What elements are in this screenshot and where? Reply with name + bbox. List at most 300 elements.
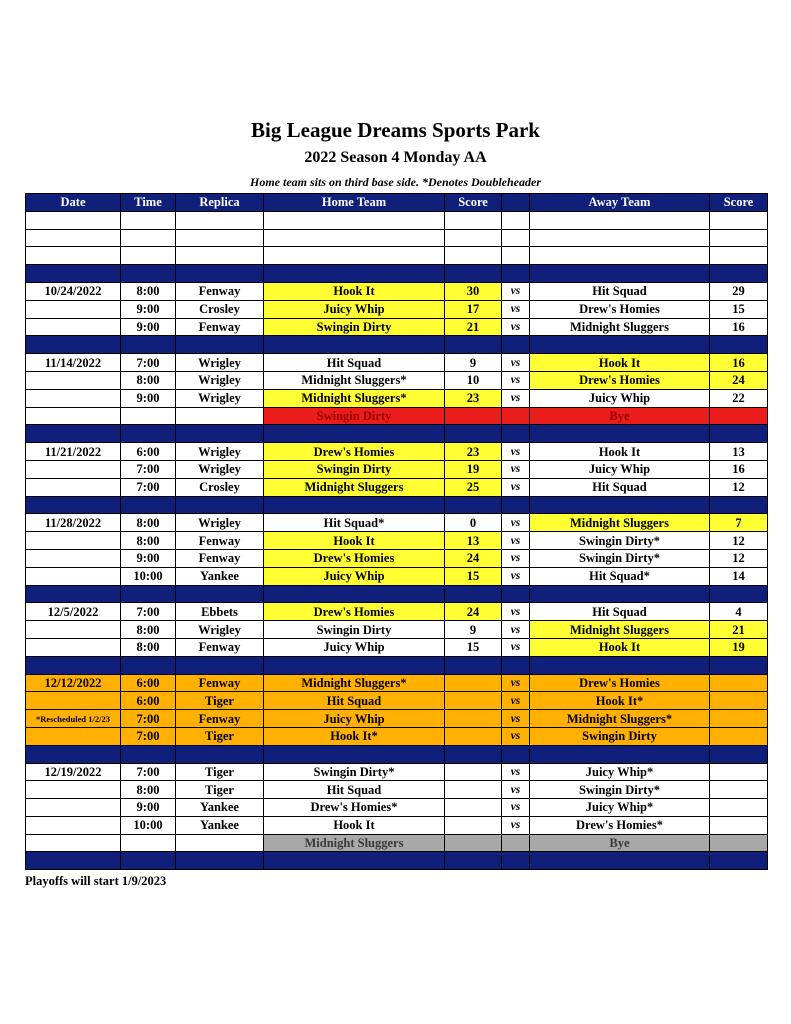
home-score-cell [445,852,502,870]
replica-cell: Fenway [176,318,264,336]
home-score-cell: 9 [445,354,502,372]
schedule-table [25,193,768,870]
vs-cell: vs [502,638,530,656]
home-team-cell: Hook It [264,282,445,300]
away-team-cell: Midnight Sluggers [530,318,710,336]
time-cell: 8:00 [121,282,176,300]
home-score-cell [445,407,502,425]
away-team-cell: Drew's Homies [530,300,710,318]
home-score-cell: 10 [445,371,502,389]
home-team-cell [264,211,445,229]
away-score-cell: 12 [710,532,768,550]
time-cell [121,229,176,247]
replica-cell: Wrigley [176,389,264,407]
vs-cell [502,247,530,265]
time-cell: 7:00 [121,478,176,496]
time-cell: 6:00 [121,674,176,692]
separator-row [26,852,768,870]
replica-cell [176,425,264,443]
vs-cell [502,211,530,229]
away-score-cell [710,496,768,514]
home-team-cell: Hook It* [264,727,445,745]
time-cell: 7:00 [121,603,176,621]
date-cell [26,745,121,763]
home-team-cell [264,247,445,265]
away-team-cell: Juicy Whip [530,389,710,407]
away-team-cell [530,265,710,283]
date-cell [26,460,121,478]
date-cell: 12/19/2022 [26,763,121,781]
header-away-score: Score [710,194,768,212]
home-score-cell [445,727,502,745]
replica-cell [176,834,264,852]
vs-cell: vs [502,478,530,496]
away-team-cell: Swingin Dirty* [530,532,710,550]
replica-cell: Yankee [176,567,264,585]
table-row [26,603,768,621]
home-team-cell: Swingin Dirty [264,460,445,478]
date-cell [26,425,121,443]
header-away-team: Away Team [530,194,710,212]
replica-cell: Crosley [176,478,264,496]
home-score-cell: 0 [445,514,502,532]
away-score-cell: 13 [710,443,768,461]
home-score-cell: 19 [445,460,502,478]
away-score-cell [710,585,768,603]
home-score-cell [445,656,502,674]
date-cell [26,727,121,745]
home-team-cell [264,585,445,603]
table-row [26,692,768,710]
time-cell: 6:00 [121,443,176,461]
home-score-cell [445,425,502,443]
vs-cell: vs [502,621,530,639]
table-row [26,282,768,300]
playoffs-note: Playoffs will start 1/9/2023 [25,874,167,888]
home-team-cell [264,496,445,514]
table-row [26,727,768,745]
table-row [26,407,768,425]
home-score-cell [445,674,502,692]
replica-cell: Wrigley [176,371,264,389]
home-team-cell: Swingin Dirty [264,621,445,639]
table-row [26,478,768,496]
table-row [26,549,768,567]
table-row [26,834,768,852]
home-score-cell: 23 [445,443,502,461]
replica-cell: Wrigley [176,514,264,532]
replica-cell: Wrigley [176,621,264,639]
away-score-cell: 29 [710,282,768,300]
time-cell: 6:00 [121,692,176,710]
away-team-cell [530,247,710,265]
time-cell: 8:00 [121,532,176,550]
home-score-cell [445,781,502,799]
away-team-cell: Midnight Sluggers [530,514,710,532]
home-score-cell: 30 [445,282,502,300]
date-cell [26,389,121,407]
away-score-cell [710,674,768,692]
away-team-cell [530,496,710,514]
away-score-cell: 7 [710,514,768,532]
time-cell: 8:00 [121,781,176,799]
date-cell [26,496,121,514]
vs-cell: vs [502,443,530,461]
away-score-cell: 24 [710,371,768,389]
away-score-cell [710,834,768,852]
away-team-cell: Hook It* [530,692,710,710]
vs-cell: vs [502,692,530,710]
time-cell: 10:00 [121,567,176,585]
vs-cell: vs [502,354,530,372]
home-score-cell: 17 [445,300,502,318]
home-score-cell [445,799,502,817]
replica-cell [176,656,264,674]
away-team-cell: Juicy Whip* [530,799,710,817]
away-team-cell: Hit Squad [530,282,710,300]
home-team-cell: Hit Squad [264,781,445,799]
table-row [26,763,768,781]
home-team-cell: Hook It [264,532,445,550]
home-score-cell [445,834,502,852]
away-team-cell: Drew's Homies [530,674,710,692]
replica-cell: Fenway [176,282,264,300]
header-row [26,194,768,212]
vs-cell: vs [502,371,530,389]
date-cell [26,532,121,550]
away-score-cell [710,211,768,229]
separator-row [26,656,768,674]
away-team-cell [530,585,710,603]
away-team-cell: Juicy Whip* [530,763,710,781]
vs-cell [502,407,530,425]
away-score-cell [710,407,768,425]
home-team-cell: Juicy Whip [264,300,445,318]
home-score-cell [445,265,502,283]
time-cell: 9:00 [121,318,176,336]
page-subtitle: 2022 Season 4 Monday AA [304,149,487,166]
home-score-cell: 15 [445,567,502,585]
vs-cell [502,336,530,354]
date-cell [26,229,121,247]
table-row [26,318,768,336]
away-score-cell: 14 [710,567,768,585]
vs-cell: vs [502,710,530,728]
table-row [26,621,768,639]
away-score-cell [710,336,768,354]
home-team-cell: Midnight Sluggers* [264,674,445,692]
separator-row [26,265,768,283]
home-score-cell [445,247,502,265]
home-team-cell: Swingin Dirty* [264,763,445,781]
replica-cell: Fenway [176,532,264,550]
away-team-cell [530,229,710,247]
away-score-cell: 15 [710,300,768,318]
away-team-cell [530,211,710,229]
vs-cell [502,834,530,852]
vs-cell: vs [502,532,530,550]
vs-cell: vs [502,549,530,567]
home-team-cell: Midnight Sluggers* [264,389,445,407]
home-team-cell: Midnight Sluggers [264,834,445,852]
table-row [26,799,768,817]
vs-cell [502,656,530,674]
date-cell [26,656,121,674]
time-cell [121,834,176,852]
replica-cell: Yankee [176,816,264,834]
home-team-cell [264,265,445,283]
header-home-score: Score [445,194,502,212]
date-cell [26,371,121,389]
vs-cell: vs [502,567,530,585]
table-row [26,443,768,461]
away-score-cell: 19 [710,638,768,656]
away-team-cell [530,852,710,870]
blank-row [26,229,768,247]
away-score-cell [710,229,768,247]
replica-cell [176,407,264,425]
replica-cell [176,336,264,354]
away-team-cell: Hit Squad [530,603,710,621]
time-cell: 7:00 [121,460,176,478]
home-team-cell: Juicy Whip [264,567,445,585]
away-team-cell: Hit Squad [530,478,710,496]
home-score-cell [445,745,502,763]
date-cell: 12/12/2022 [26,674,121,692]
header-time: Time [121,194,176,212]
table-row [26,816,768,834]
replica-cell: Fenway [176,674,264,692]
time-cell [121,852,176,870]
blank-row [26,211,768,229]
away-team-cell: Swingin Dirty [530,727,710,745]
time-cell: 8:00 [121,638,176,656]
header-home-team: Home Team [264,194,445,212]
vs-cell: vs [502,460,530,478]
table-row [26,567,768,585]
away-team-cell [530,745,710,763]
date-cell: *Rescheduled 1/2/23 [26,710,121,728]
home-score-cell: 13 [445,532,502,550]
away-score-cell [710,425,768,443]
away-team-cell: Swingin Dirty* [530,549,710,567]
home-score-cell [445,585,502,603]
date-cell: 12/5/2022 [26,603,121,621]
date-cell [26,692,121,710]
away-score-cell [710,745,768,763]
time-cell [121,745,176,763]
away-team-cell: Midnight Sluggers [530,621,710,639]
header-date: Date [26,194,121,212]
vs-cell: vs [502,781,530,799]
time-cell [121,425,176,443]
time-cell: 7:00 [121,710,176,728]
time-cell [121,211,176,229]
time-cell: 7:00 [121,354,176,372]
away-team-cell: Bye [530,407,710,425]
date-cell: 11/14/2022 [26,354,121,372]
date-cell [26,638,121,656]
replica-cell [176,852,264,870]
home-score-cell: 15 [445,638,502,656]
vs-cell: vs [502,727,530,745]
table-row [26,514,768,532]
time-cell [121,336,176,354]
home-team-cell: Juicy Whip [264,638,445,656]
time-cell [121,656,176,674]
time-cell [121,265,176,283]
away-score-cell: 16 [710,318,768,336]
date-cell [26,852,121,870]
table-row [26,638,768,656]
date-cell [26,318,121,336]
home-team-cell: Drew's Homies* [264,799,445,817]
replica-cell: Wrigley [176,443,264,461]
home-team-cell: Drew's Homies [264,549,445,567]
table-row [26,781,768,799]
away-team-cell: Hook It [530,638,710,656]
vs-cell [502,852,530,870]
away-score-cell [710,265,768,283]
time-cell [121,585,176,603]
replica-cell: Fenway [176,549,264,567]
home-team-cell: Swingin Dirty [264,407,445,425]
time-cell [121,407,176,425]
vs-cell [502,496,530,514]
date-cell [26,478,121,496]
date-cell [26,549,121,567]
date-cell [26,336,121,354]
date-cell [26,816,121,834]
home-team-cell: Hit Squad [264,354,445,372]
table-row [26,460,768,478]
home-score-cell [445,692,502,710]
replica-cell [176,229,264,247]
home-team-cell: Swingin Dirty [264,318,445,336]
blank-row [26,247,768,265]
vs-cell [502,425,530,443]
date-cell [26,211,121,229]
time-cell: 9:00 [121,389,176,407]
home-team-cell [264,745,445,763]
date-cell: 11/28/2022 [26,514,121,532]
home-team-cell [264,656,445,674]
away-score-cell: 22 [710,389,768,407]
away-score-cell: 16 [710,354,768,372]
vs-cell: vs [502,763,530,781]
away-team-cell [530,336,710,354]
home-score-cell [445,336,502,354]
replica-cell: Yankee [176,799,264,817]
home-score-cell [445,229,502,247]
date-cell: 10/24/2022 [26,282,121,300]
away-team-cell: Bye [530,834,710,852]
header-replica: Replica [176,194,264,212]
vs-cell: vs [502,300,530,318]
separator-row [26,425,768,443]
home-score-cell: 23 [445,389,502,407]
table-row [26,389,768,407]
home-team-cell: Hook It [264,816,445,834]
replica-cell [176,496,264,514]
home-score-cell: 25 [445,478,502,496]
separator-row [26,585,768,603]
date-cell [26,834,121,852]
time-cell: 9:00 [121,549,176,567]
replica-cell [176,211,264,229]
table-row [26,710,768,728]
vs-cell: vs [502,282,530,300]
time-cell: 7:00 [121,727,176,745]
home-team-cell: Midnight Sluggers* [264,371,445,389]
away-score-cell: 16 [710,460,768,478]
replica-cell [176,745,264,763]
table-row [26,674,768,692]
away-team-cell: Hook It [530,354,710,372]
date-cell [26,621,121,639]
replica-cell: Ebbets [176,603,264,621]
vs-cell: vs [502,674,530,692]
schedule-note: Home team sits on third base side. *Denotes Doubleheader [250,175,541,189]
page-title: Big League Dreams Sports Park [251,118,540,142]
vs-cell: vs [502,816,530,834]
replica-cell: Crosley [176,300,264,318]
home-team-cell: Drew's Homies [264,603,445,621]
separator-row [26,336,768,354]
time-cell [121,496,176,514]
away-team-cell [530,425,710,443]
replica-cell [176,585,264,603]
away-score-cell [710,727,768,745]
replica-cell: Wrigley [176,460,264,478]
away-score-cell [710,763,768,781]
home-team-cell: Juicy Whip [264,710,445,728]
home-team-cell: Hit Squad* [264,514,445,532]
date-cell [26,407,121,425]
date-cell [26,567,121,585]
away-score-cell [710,781,768,799]
vs-cell: vs [502,318,530,336]
time-cell: 8:00 [121,621,176,639]
home-score-cell: 21 [445,318,502,336]
home-team-cell: Drew's Homies [264,443,445,461]
away-team-cell: Midnight Sluggers* [530,710,710,728]
replica-cell [176,265,264,283]
replica-cell: Tiger [176,763,264,781]
vs-cell: vs [502,603,530,621]
replica-cell: Fenway [176,710,264,728]
separator-row [26,745,768,763]
date-cell [26,247,121,265]
home-team-cell: Midnight Sluggers [264,478,445,496]
table-row [26,371,768,389]
home-score-cell [445,496,502,514]
home-score-cell: 24 [445,603,502,621]
away-score-cell [710,852,768,870]
away-team-cell: Drew's Homies [530,371,710,389]
home-score-cell: 24 [445,549,502,567]
home-score-cell [445,763,502,781]
away-score-cell [710,710,768,728]
table-row [26,354,768,372]
table-row [26,532,768,550]
replica-cell [176,247,264,265]
away-team-cell: Hook It [530,443,710,461]
home-team-cell: Hit Squad [264,692,445,710]
vs-cell [502,585,530,603]
time-cell: 10:00 [121,816,176,834]
header-vs [502,194,530,212]
